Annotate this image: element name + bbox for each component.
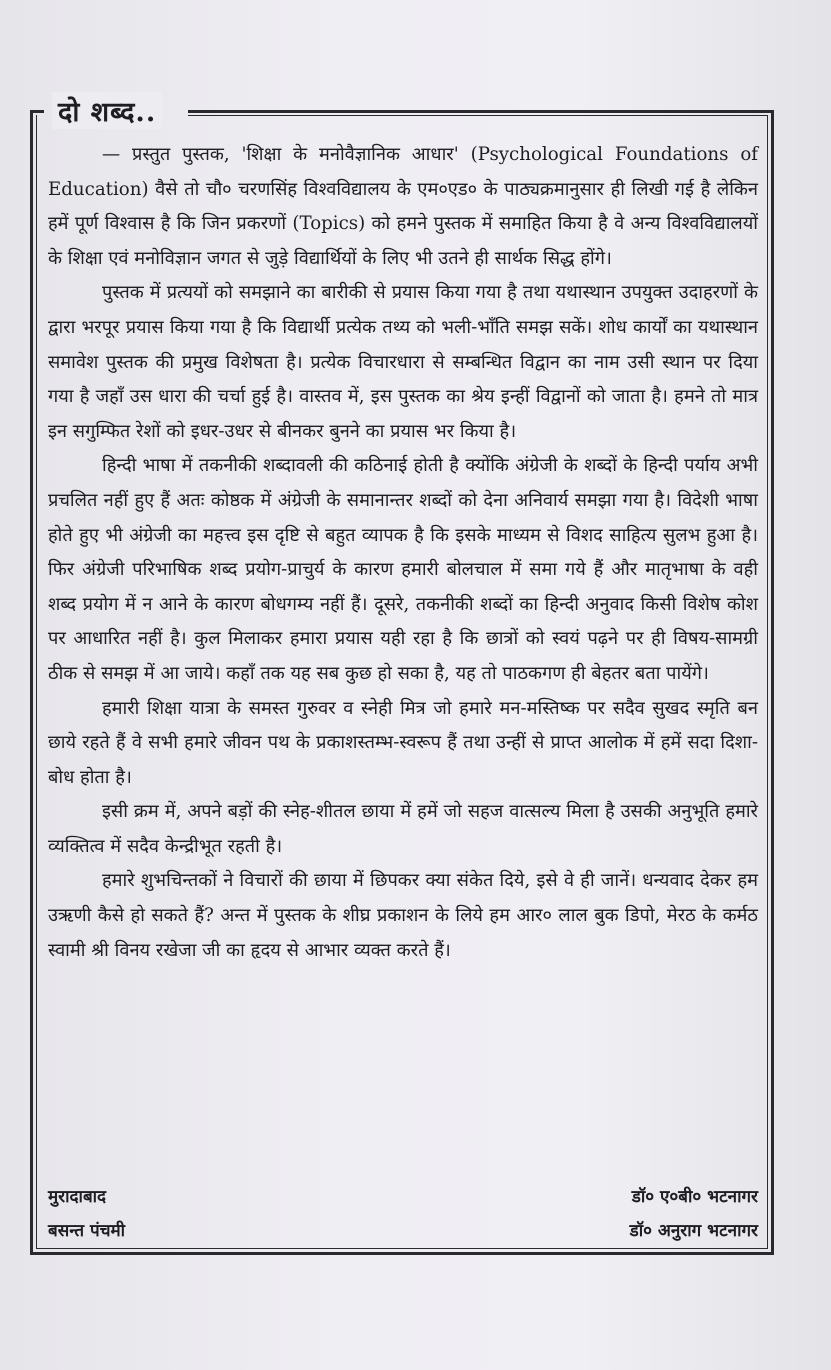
page-border-top-right-inner [188,115,768,116]
paragraph-5: इसी क्रम में, अपने बड़ों की स्नेह-शीतल छाया में हमें जो सहज वात्सल्य मिला है उसकी अनुभूति हमारे व्यक्तित्व में सदैव केन्द्रीभूत रहती है। [48,801,758,857]
author-2: डॉ० अनुराग भटनागर [629,1221,758,1241]
authors [630,1180,758,1248]
place-date [48,1180,125,1248]
page-border-top-right [188,110,774,113]
page-title: दो शब्द.. [52,92,162,129]
preface-body [48,138,758,968]
paragraph-4: हमारी शिक्षा यात्रा के समस्त गुरुवर व स्नेही मित्र जो हमारे मन-मस्तिष्क पर सदैव सुखद स्मृति बन छाये रहते हैं वे सभी हमारे जीवन पथ के प्रकाशस्तम्भ-स्वरूप हैं तथा उन्हीं से प्राप्त आलोक में हमें सदा दिशा-बोध होता है। [48,697,758,788]
paragraph-1: — प्रस्तुत पुस्तक, 'शिक्षा के मनोवैज्ञानिक आधार' (Psychological Foundations of Education) वैसे तो चौ० चरणसिंह विश्वविद्यालय के एम०एड० के पाठ्यक्रमानुसार ही लिखी गई है लेकिन हमें पूर्ण विश्वास है कि जिन प्रकरणों (Topics) को हमने पुस्तक में समाहित किया है वे अन्य विश्वविद्यालयों के शिक्षा एवं मनोविज्ञान जगत से जुड़े विद्यार्थियों के लिए भी उतने ही सार्थक सिद्ध होंगे। [48,144,758,269]
paragraph-6: हमारे शुभचिन्तकों ने विचारों की छाया में छिपकर क्या संकेत दिये, इसे वे ही जानें। धन्यवाद देकर हम उऋणी कैसे हो सकते हैं? अन्त में पुस्तक के शीघ्र प्रकाशन के लिये हम आर० लाल बुक डिपो, मेरठ के कर्मठ स्वामी श्री विनय रखेजा जी का हृदय से आभार व्यक्त करते हैं। [48,870,758,961]
place-text: मुरादाबाद [48,1187,107,1207]
occasion-text: बसन्त पंचमी [48,1221,126,1241]
paragraph-3: हिन्दी भाषा में तकनीकी शब्दावली की कठिनाई होती है क्योंकि अंग्रेजी के शब्दों के हिन्दी पर्याय अभी प्रचलित नहीं हुए हैं अतः कोष्ठक में अंग्रेजी के समानान्तर शब्दों को देना अनिवार्य समझा गया है। विदेशी भाषा होते हुए भी अंग्रेजी का महत्त्व इस दृष्टि से बहुत व्यापक है कि इसके माध्यम से विशद साहित्य सुलभ हुआ है। फिर अंग्रेजी परिभाषिक शब्द प्रयोग-प्राचुर्य के कारण हमारी बोलचाल में समा गये हैं और मातृभाषा के वही शब्द प्रयोग में न आने के कारण बोधगम्य नहीं हैं। दूसरे, तकनीकी शब्दों का हिन्दी अनुवाद किसी विशेष कोश पर आधारित नहीं है। कुल मिलाकर हमारा प्रयास यही रहा है कि छात्रों को स्वयं पढ़ने पर ही विषय-सामग्री ठीक से समझ में आ जाये। कहाँ तक यह सब कुछ हो सका है, यह तो पाठकगण ही बेहतर बता पायेंगे। [48,455,758,684]
paragraph-2: पुस्तक में प्रत्ययों को समझाने का बारीकी से प्रयास किया गया है तथा यथास्थान उपयुक्त उदाहरणों के द्वारा भरपूर प्रयास किया गया है कि विद्यार्थी प्रत्येक तथ्य को भली-भाँति समझ सकें। शोध कार्यों का यथास्थान समावेश पुस्तक की प्रमुख विशेषता है। प्रत्येक विचारधारा से सम्बन्धित विद्वान का नाम उसी स्थान पर दिया गया है जहाँ उस धारा की चर्चा हुई है। वास्तव में, इस पुस्तक का श्रेय इन्हीं विद्वानों को जाता है। हमने तो मात्र इन सगुम्फित रेशों को इधर-उधर से बीनकर बुनने का प्रयास भर किया है। [48,282,758,442]
author-1: डॉ० ए०बी० भटनागर [631,1187,758,1207]
page-border-top-left [30,110,44,113]
